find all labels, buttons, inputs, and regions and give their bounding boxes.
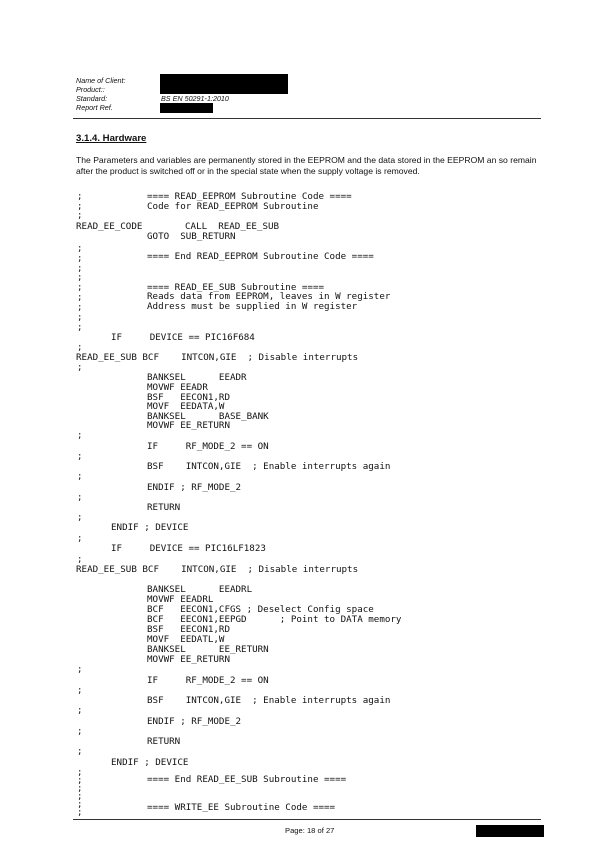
code-line: BANKSEL BASE_BANK (147, 411, 269, 422)
code-line: MOVWF EE_RETURN (147, 420, 230, 431)
comment-mark: ; (77, 202, 83, 212)
code-line: ==== WRITE_EE Subroutine Code ==== (147, 802, 336, 813)
code-line: ==== End READ_EEPROM Subroutine Code ==== (147, 251, 374, 262)
footer-divider (73, 819, 541, 820)
code-line: GOTO SUB_RETURN (147, 231, 236, 242)
code-line: ==== End READ_EE_SUB Subroutine ==== (147, 774, 347, 785)
report-label: Report Ref. (76, 103, 113, 112)
code-line: ENDIF ; RF_MODE_2 (147, 716, 242, 727)
comment-mark: ; (77, 472, 83, 482)
code-line: ENDIF ; DEVICE (111, 757, 189, 768)
comment-mark: ; (77, 313, 83, 323)
code-label: READ_EE_CODE (76, 221, 143, 232)
comment-mark: ; (77, 303, 83, 313)
comment-mark: ; (77, 784, 83, 794)
code-line: BSF INTCON,GIE ; Enable interrupts again (147, 461, 391, 472)
code-line: BSF EECON1,RD (147, 624, 230, 635)
code-line: BANKSEL EEADRL (147, 584, 253, 595)
comment-mark: ; (77, 431, 83, 441)
comment-mark: ; (77, 513, 83, 523)
comment-mark: ; (77, 493, 83, 503)
comment-mark: ; (77, 768, 83, 778)
code-line: Reads data from EEPROM, leaves in W register (147, 291, 391, 302)
comment-mark: ; (77, 800, 83, 810)
comment-mark: ; (77, 273, 83, 283)
comment-mark: ; (77, 727, 83, 737)
comment-mark: ; (77, 534, 83, 544)
code-line: MOVWF EE_RETURN (147, 654, 230, 665)
code-line: Code for READ_EEPROM Subroutine (147, 201, 319, 212)
comment-mark: ; (77, 555, 83, 565)
code-line: READ_EE_SUB BCF INTCON,GIE ; Disable interrupts (76, 352, 359, 363)
comment-mark: ; (77, 293, 83, 303)
redacted-client-product (160, 74, 288, 94)
code-line: MOVF EEDATL,W (147, 634, 225, 645)
code-line: BCF EECON1,CFGS ; Deselect Config space (147, 604, 374, 615)
header-divider (73, 118, 541, 119)
standard-value: BS EN 50291-1:2010 (161, 94, 229, 103)
comment-mark: ; (77, 452, 83, 462)
client-label: Name of Client: (76, 76, 126, 85)
code-line: READ_EE_SUB BCF INTCON,GIE ; Disable interrupts (76, 564, 359, 575)
comment-mark: ; (77, 283, 83, 293)
code-line: BANKSEL EE_RETURN (147, 644, 269, 655)
product-label: Product:: (76, 85, 105, 94)
redacted-footer (476, 825, 544, 837)
code-line: IF DEVICE == PIC16F684 (111, 332, 255, 343)
comment-mark: ; (77, 244, 83, 254)
code-line: BSF INTCON,GIE ; Enable interrupts again (147, 695, 391, 706)
comment-mark: ; (77, 363, 83, 373)
code-line: BSF EECON1,RD (147, 392, 230, 403)
comment-mark: ; (77, 343, 83, 353)
code-line: IF RF_MODE_2 == ON (147, 441, 269, 452)
comment-mark: ; (77, 686, 83, 696)
code-line: ENDIF ; RF_MODE_2 (147, 482, 242, 493)
section-title: 3.1.4. Hardware (76, 133, 147, 144)
comment-mark: ; (77, 665, 83, 675)
code-line: BCF EECON1,EEPGD ; Point to DATA memory (147, 614, 402, 625)
comment-mark: ; (77, 747, 83, 757)
code-line: Address must be supplied in W register (147, 301, 358, 312)
code-line: ==== READ_EE_SUB Subroutine ==== (147, 282, 325, 293)
comment-mark: ; (77, 264, 83, 274)
code-line: ENDIF ; DEVICE (111, 522, 189, 533)
code-line: BANKSEL EEADR (147, 372, 247, 383)
comment-mark: ; (77, 254, 83, 264)
comment-mark: ; (77, 192, 83, 202)
intro-paragraph: The Parameters and variables are permanently stored in the EEPROM and the data stored in the EEPROM an so remain after the product is switched off or in the special state when the supply voltage is removed. (76, 155, 537, 176)
code-line: ==== READ_EEPROM Subroutine Code ==== (147, 191, 352, 202)
code-line: CALL READ_EE_SUB (185, 221, 280, 232)
code-line: MOVWF EEADRL (147, 594, 214, 605)
code-line: IF DEVICE == PIC16LF1823 (111, 543, 266, 554)
code-line: RETURN (147, 736, 181, 747)
comment-mark: ; (77, 776, 83, 786)
page-number: Page: 18 of 27 (285, 826, 335, 835)
comment-mark: ; (77, 808, 83, 818)
code-line: RETURN (147, 502, 181, 513)
code-line: IF RF_MODE_2 == ON (147, 675, 269, 686)
code-line: MOVWF EEADR (147, 382, 208, 393)
comment-mark: ; (77, 323, 83, 333)
comment-mark: ; (77, 706, 83, 716)
comment-mark: ; (77, 792, 83, 802)
redacted-report-ref (160, 103, 213, 113)
standard-label: Standard: (76, 94, 108, 103)
code-line: MOVF EEDATA,W (147, 401, 225, 412)
comment-mark: ; (77, 211, 83, 221)
